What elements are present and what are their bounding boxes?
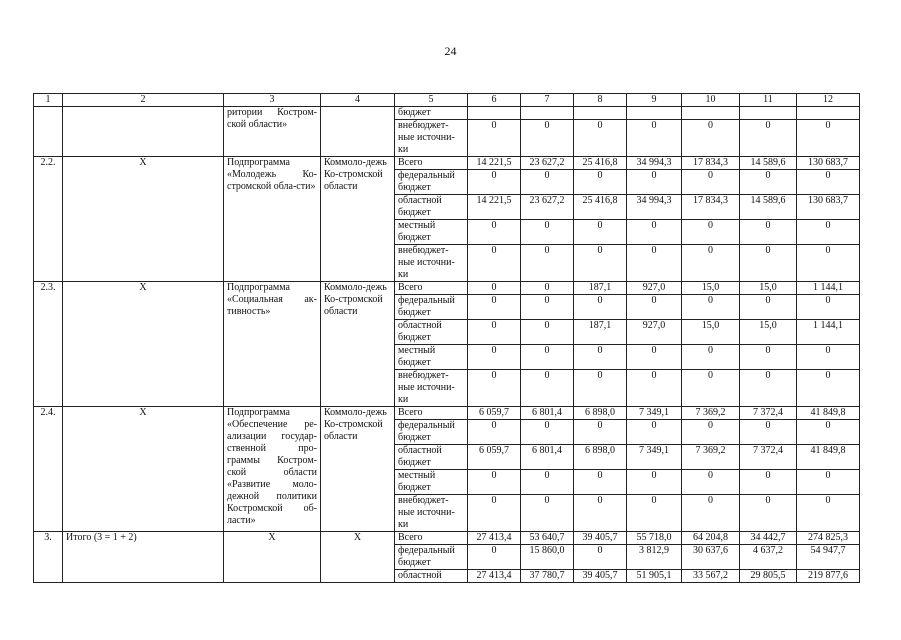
- budget-table: [33, 93, 860, 583]
- funding-source-label: федеральный бюджет: [395, 545, 468, 570]
- value-cell-col-6: 0: [468, 220, 521, 245]
- page-number: 24: [444, 44, 457, 58]
- value-cell-col-12: 0: [797, 170, 860, 195]
- value-cell-col-10: 0: [682, 245, 740, 282]
- value-cell-col-10: 15,0: [682, 282, 740, 295]
- value-cell-col-9: 34 994,3: [627, 195, 682, 220]
- indicator-cell: Х: [63, 407, 224, 532]
- value-cell-col-12: 0: [797, 295, 860, 320]
- subprogram-name: Подпрограмма «Молодежь Ко-стромской обла-сти»: [224, 157, 321, 282]
- column-header-1: 1: [34, 94, 63, 107]
- value-cell-col-10: 30 637,6: [682, 545, 740, 570]
- value-cell-col-8: 0: [574, 345, 627, 370]
- value-cell-col-7: 0: [521, 220, 574, 245]
- value-cell-col-6: 0: [468, 370, 521, 407]
- indicator-cell: Итого (3 = 1 + 2): [63, 532, 224, 583]
- value-cell-col-10: 0: [682, 495, 740, 532]
- column-header-7: 7: [521, 94, 574, 107]
- subprogram-name: Подпрограмма «Обеспечение ре-ализации государ-ственной про-граммы Костром-ской области «Развитие моло-дежной политики Костромской об-ласти»: [224, 407, 321, 532]
- value-cell-col-12: 0: [797, 220, 860, 245]
- value-cell-col-9: 34 994,3: [627, 157, 682, 170]
- funding-source-label: Всего: [395, 532, 468, 545]
- table-row: [34, 532, 860, 545]
- value-cell-col-10: 7 369,2: [682, 407, 740, 420]
- value-cell-col-7: 0: [521, 120, 574, 157]
- value-cell-col-12: [797, 107, 860, 120]
- funding-source-label: областной бюджет: [395, 195, 468, 220]
- column-header-9: 9: [627, 94, 682, 107]
- value-cell-col-7: 0: [521, 420, 574, 445]
- value-cell-col-9: 55 718,0: [627, 532, 682, 545]
- value-cell-col-6: 27 413,4: [468, 570, 521, 583]
- table-row: [34, 407, 860, 420]
- executor-name: Коммоло-дежь Ко-стромской области: [321, 282, 395, 407]
- value-cell-col-7: [521, 107, 574, 120]
- value-cell-col-9: 0: [627, 120, 682, 157]
- value-cell-col-12: 0: [797, 345, 860, 370]
- value-cell-col-8: 6 898,0: [574, 445, 627, 470]
- table-row: [34, 157, 860, 170]
- subprogram-name: ритории Костром-ской области»: [224, 107, 321, 157]
- row-number: 3.: [34, 532, 63, 583]
- value-cell-col-11: 0: [740, 345, 797, 370]
- table-row: [34, 107, 860, 120]
- row-number: 2.4.: [34, 407, 63, 532]
- value-cell-col-8: 0: [574, 295, 627, 320]
- value-cell-col-7: 0: [521, 170, 574, 195]
- value-cell-col-12: 274 825,3: [797, 532, 860, 545]
- value-cell-col-11: 0: [740, 495, 797, 532]
- value-cell-col-8: 0: [574, 545, 627, 570]
- value-cell-col-6: 0: [468, 282, 521, 295]
- value-cell-col-7: 0: [521, 295, 574, 320]
- funding-source-label: федеральный бюджет: [395, 170, 468, 195]
- value-cell-col-8: 187,1: [574, 320, 627, 345]
- value-cell-col-11: 14 589,6: [740, 157, 797, 170]
- subprogram-name: Х: [224, 532, 321, 583]
- indicator-cell: Х: [63, 282, 224, 407]
- funding-source-label: местный бюджет: [395, 470, 468, 495]
- value-cell-col-8: 0: [574, 120, 627, 157]
- value-cell-col-6: 0: [468, 545, 521, 570]
- value-cell-col-9: 51 905,1: [627, 570, 682, 583]
- header-row: [34, 94, 860, 107]
- value-cell-col-10: 0: [682, 295, 740, 320]
- value-cell-col-12: 41 849,8: [797, 445, 860, 470]
- value-cell-col-11: 0: [740, 420, 797, 445]
- funding-source-label: федеральный бюджет: [395, 420, 468, 445]
- executor-cell: [321, 107, 395, 157]
- value-cell-col-10: 33 567,2: [682, 570, 740, 583]
- funding-source-label: местный бюджет: [395, 345, 468, 370]
- value-cell-col-8: 0: [574, 370, 627, 407]
- value-cell-col-9: 927,0: [627, 282, 682, 295]
- column-header-8: 8: [574, 94, 627, 107]
- funding-source-label: Всего: [395, 157, 468, 170]
- value-cell-col-9: 0: [627, 295, 682, 320]
- value-cell-col-6: [468, 107, 521, 120]
- funding-source-label: областной бюджет: [395, 445, 468, 470]
- value-cell-col-7: 6 801,4: [521, 445, 574, 470]
- value-cell-col-10: 0: [682, 345, 740, 370]
- value-cell-col-11: 0: [740, 220, 797, 245]
- value-cell-col-9: 0: [627, 470, 682, 495]
- value-cell-col-9: 0: [627, 170, 682, 195]
- value-cell-col-11: 0: [740, 170, 797, 195]
- executor-name: Х: [321, 532, 395, 583]
- column-header-10: 10: [682, 94, 740, 107]
- funding-source-label: областной: [395, 570, 468, 583]
- value-cell-col-12: 54 947,7: [797, 545, 860, 570]
- value-cell-col-6: 14 221,5: [468, 195, 521, 220]
- value-cell-col-6: 0: [468, 495, 521, 532]
- value-cell-col-9: 0: [627, 495, 682, 532]
- value-cell-col-9: 3 812,9: [627, 545, 682, 570]
- value-cell-col-12: 0: [797, 370, 860, 407]
- value-cell-col-7: 37 780,7: [521, 570, 574, 583]
- funding-source-label: внебюджет-ные источни-ки: [395, 120, 468, 157]
- value-cell-col-11: 0: [740, 370, 797, 407]
- value-cell-col-8: 0: [574, 420, 627, 445]
- table-body: [34, 94, 860, 583]
- value-cell-col-12: 0: [797, 495, 860, 532]
- funding-source-label: внебюджет-ные источни-ки: [395, 370, 468, 407]
- value-cell-col-8: 6 898,0: [574, 407, 627, 420]
- column-header-3: 3: [224, 94, 321, 107]
- value-cell-col-6: 0: [468, 420, 521, 445]
- value-cell-col-12: 130 683,7: [797, 157, 860, 170]
- value-cell-col-12: 1 144,1: [797, 282, 860, 295]
- value-cell-col-8: 0: [574, 495, 627, 532]
- value-cell-col-9: 0: [627, 420, 682, 445]
- value-cell-col-11: 0: [740, 295, 797, 320]
- value-cell-col-10: 17 834,3: [682, 195, 740, 220]
- value-cell-col-9: 7 349,1: [627, 445, 682, 470]
- value-cell-col-9: 7 349,1: [627, 407, 682, 420]
- value-cell-col-9: 0: [627, 370, 682, 407]
- value-cell-col-10: 0: [682, 470, 740, 495]
- value-cell-col-9: 0: [627, 345, 682, 370]
- value-cell-col-6: 0: [468, 345, 521, 370]
- value-cell-col-12: 0: [797, 470, 860, 495]
- value-cell-col-10: 0: [682, 120, 740, 157]
- value-cell-col-7: 0: [521, 320, 574, 345]
- column-header-12: 12: [797, 94, 860, 107]
- value-cell-col-11: 29 805,5: [740, 570, 797, 583]
- value-cell-col-11: 14 589,6: [740, 195, 797, 220]
- row-number-cell: [34, 107, 63, 157]
- executor-name: Коммоло-дежь Ко-стромской области: [321, 157, 395, 282]
- value-cell-col-8: [574, 107, 627, 120]
- value-cell-col-10: 0: [682, 220, 740, 245]
- value-cell-col-6: 6 059,7: [468, 445, 521, 470]
- value-cell-col-7: 0: [521, 345, 574, 370]
- funding-source-label: областной бюджет: [395, 320, 468, 345]
- funding-source-label: Всего: [395, 407, 468, 420]
- value-cell-col-7: 0: [521, 370, 574, 407]
- value-cell-col-7: 23 627,2: [521, 157, 574, 170]
- value-cell-col-6: 0: [468, 295, 521, 320]
- value-cell-col-8: 0: [574, 220, 627, 245]
- funding-source-label: местный бюджет: [395, 220, 468, 245]
- value-cell-col-10: 17 834,3: [682, 157, 740, 170]
- column-header-6: 6: [468, 94, 521, 107]
- value-cell-col-12: 1 144,1: [797, 320, 860, 345]
- indicator-cell: [63, 107, 224, 157]
- value-cell-col-12: 130 683,7: [797, 195, 860, 220]
- value-cell-col-11: 15,0: [740, 320, 797, 345]
- value-cell-col-6: 6 059,7: [468, 407, 521, 420]
- subprogram-name: Подпрограмма «Социальная ак-тивность»: [224, 282, 321, 407]
- value-cell-col-10: 15,0: [682, 320, 740, 345]
- value-cell-col-11: 7 372,4: [740, 445, 797, 470]
- value-cell-col-9: 0: [627, 245, 682, 282]
- value-cell-col-8: 0: [574, 245, 627, 282]
- value-cell-col-11: 15,0: [740, 282, 797, 295]
- value-cell-col-8: 0: [574, 170, 627, 195]
- value-cell-col-8: 187,1: [574, 282, 627, 295]
- value-cell-col-6: 27 413,4: [468, 532, 521, 545]
- value-cell-col-7: 23 627,2: [521, 195, 574, 220]
- value-cell-col-11: 7 372,4: [740, 407, 797, 420]
- funding-source-label: федеральный бюджет: [395, 295, 468, 320]
- funding-source-label: внебюджет-ные источни-ки: [395, 495, 468, 532]
- value-cell-col-10: 0: [682, 370, 740, 407]
- indicator-cell: Х: [63, 157, 224, 282]
- value-cell-col-8: 25 416,8: [574, 157, 627, 170]
- value-cell-col-10: 0: [682, 170, 740, 195]
- value-cell-col-7: 15 860,0: [521, 545, 574, 570]
- value-cell-col-7: 53 640,7: [521, 532, 574, 545]
- column-header-2: 2: [63, 94, 224, 107]
- funding-source-label: бюджет: [395, 107, 468, 120]
- value-cell-col-6: 0: [468, 170, 521, 195]
- value-cell-col-7: 0: [521, 495, 574, 532]
- value-cell-col-9: 927,0: [627, 320, 682, 345]
- value-cell-col-11: 4 637,2: [740, 545, 797, 570]
- value-cell-col-8: 0: [574, 470, 627, 495]
- executor-name: Коммоло-дежь Ко-стромской области: [321, 407, 395, 532]
- value-cell-col-8: 39 405,7: [574, 532, 627, 545]
- row-number: 2.2.: [34, 157, 63, 282]
- value-cell-col-8: 25 416,8: [574, 195, 627, 220]
- value-cell-col-6: 0: [468, 120, 521, 157]
- value-cell-col-9: [627, 107, 682, 120]
- value-cell-col-11: [740, 107, 797, 120]
- value-cell-col-12: 0: [797, 245, 860, 282]
- value-cell-col-11: 0: [740, 470, 797, 495]
- column-header-11: 11: [740, 94, 797, 107]
- value-cell-col-10: 0: [682, 420, 740, 445]
- value-cell-col-11: 34 442,7: [740, 532, 797, 545]
- value-cell-col-7: 0: [521, 245, 574, 282]
- value-cell-col-10: 64 204,8: [682, 532, 740, 545]
- value-cell-col-12: 41 849,8: [797, 407, 860, 420]
- value-cell-col-8: 39 405,7: [574, 570, 627, 583]
- column-header-5: 5: [395, 94, 468, 107]
- value-cell-col-11: 0: [740, 245, 797, 282]
- value-cell-col-10: [682, 107, 740, 120]
- value-cell-col-12: 0: [797, 420, 860, 445]
- row-number: 2.3.: [34, 282, 63, 407]
- funding-source-label: Всего: [395, 282, 468, 295]
- table-row: [34, 282, 860, 295]
- value-cell-col-6: 0: [468, 470, 521, 495]
- value-cell-col-7: 0: [521, 282, 574, 295]
- value-cell-col-6: 14 221,5: [468, 157, 521, 170]
- value-cell-col-11: 0: [740, 120, 797, 157]
- value-cell-col-12: 0: [797, 120, 860, 157]
- value-cell-col-6: 0: [468, 245, 521, 282]
- value-cell-col-12: 219 877,6: [797, 570, 860, 583]
- value-cell-col-10: 7 369,2: [682, 445, 740, 470]
- value-cell-col-7: 0: [521, 470, 574, 495]
- value-cell-col-6: 0: [468, 320, 521, 345]
- column-header-4: 4: [321, 94, 395, 107]
- value-cell-col-7: 6 801,4: [521, 407, 574, 420]
- funding-source-label: внебюджет-ные источни-ки: [395, 245, 468, 282]
- value-cell-col-9: 0: [627, 220, 682, 245]
